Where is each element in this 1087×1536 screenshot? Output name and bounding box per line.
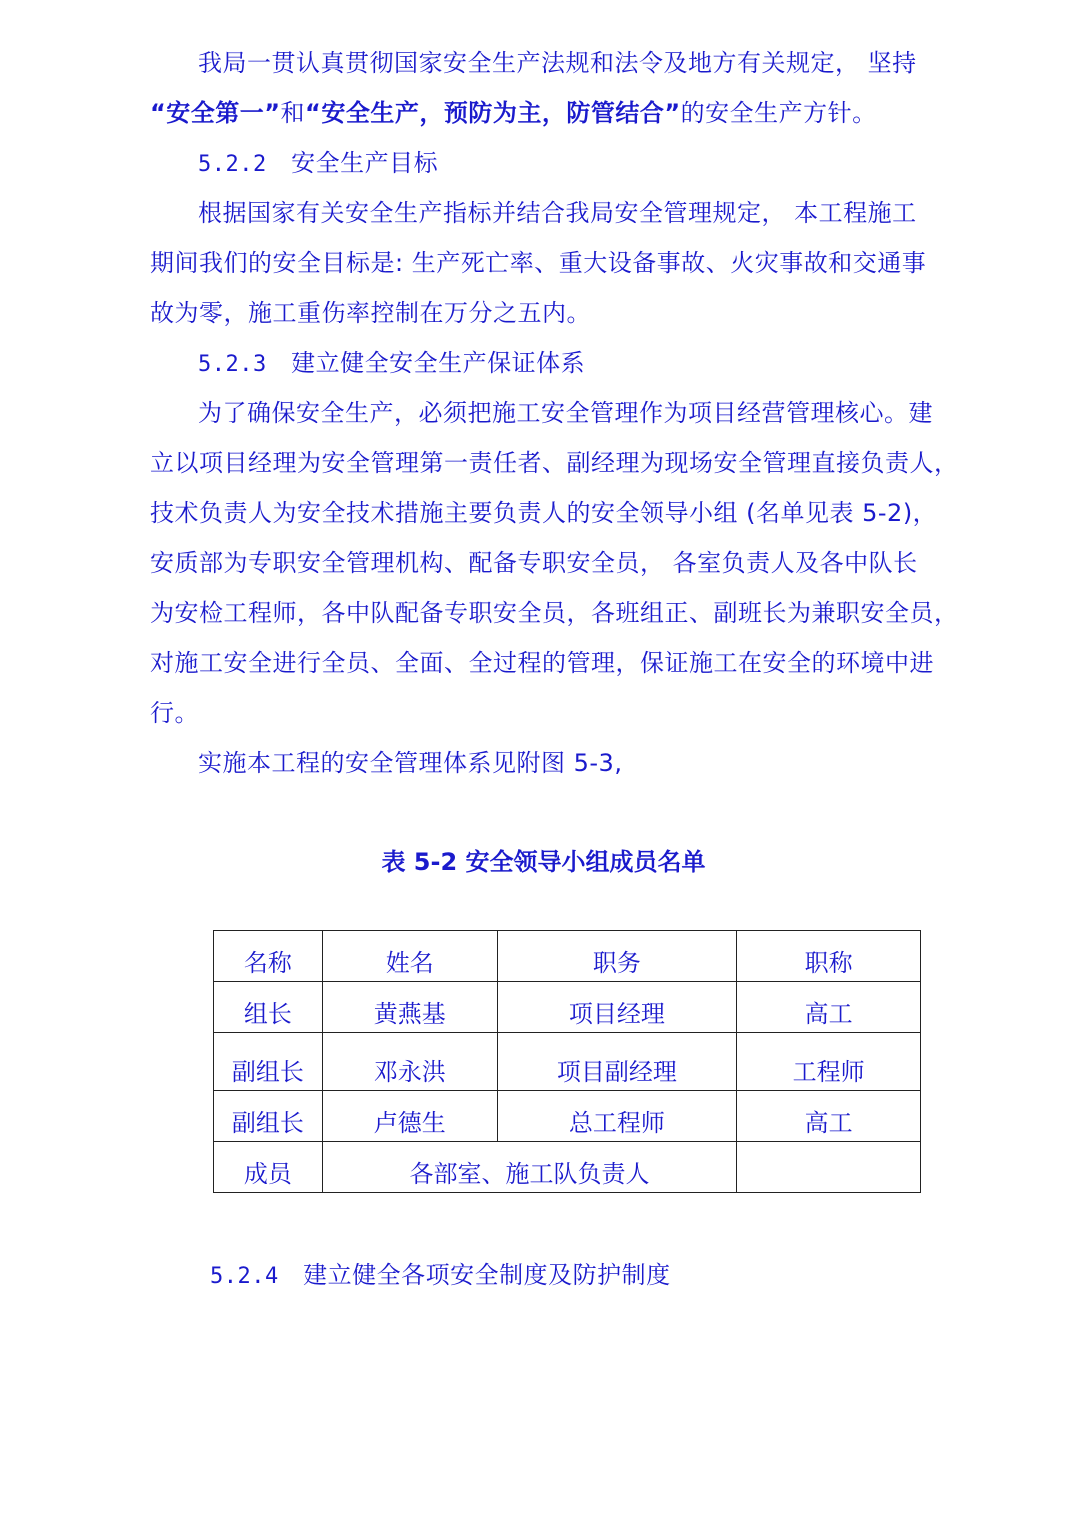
paragraph-goal-line-2: 期间我们的安全目标是: 生产死亡率、重大设备事故、火灾事故和交通事 [150,249,927,277]
table-row [214,1142,921,1193]
table-row [214,1033,921,1091]
paragraph-goal-line-3: 故为零，施工重伤率控制在万分之五内。 [150,299,591,327]
header-cell-title: 职称 [737,931,921,982]
table-row [214,982,921,1033]
table-cell: 黄燕基 [322,982,497,1033]
table-cell: 高工 [737,982,921,1033]
table-cell: 邓永洪 [322,1033,497,1091]
heading-number: 5.2.3 [198,352,267,377]
table-cell-merged: 各部室、施工队负责人 [322,1142,736,1193]
conjunction-text: 和 [280,99,306,127]
paragraph-system-line-5: 为安检工程师，各中队配备专职安全员，各班组正、副班长为兼职安全员， [150,599,959,627]
paragraph-system-line-4: 安质部为专职安全管理机构、配备专职安全员， 各室负责人及各中队长 [150,549,918,577]
heading-text: 建立健全各项安全制度及防护制度 [303,1261,671,1289]
safety-team-table [213,930,921,1193]
table-cell: 卢德生 [322,1091,497,1142]
paragraph-system-line-1: 为了确保安全生产，必须把施工安全管理作为项目经营管理核心。建 [198,399,933,427]
policy-ending-text: 的安全生产方针。 [680,99,877,127]
table-header-row [214,931,921,982]
header-cell-position: 职务 [497,931,737,982]
slogan-safety-first: “安全第一” [150,99,281,127]
slogan-prevention: “安全生产，预防为主，防管结合” [305,99,681,127]
table-row [214,1091,921,1142]
table-cell: 组长 [214,982,323,1033]
heading-text: 建立健全安全生产保证体系 [291,349,586,377]
table-cell: 项目经理 [497,982,737,1033]
table-cell: 项目副经理 [497,1033,737,1091]
heading-5-2-4 [210,1260,671,1292]
table-cell: 工程师 [737,1033,921,1091]
paragraph-policy-line-1: 我局一贯认真贯彻国家安全生产法规和法令及地方有关规定， 坚持 [198,49,917,77]
paragraph-goal-line-1: 根据国家有关安全生产指标并结合我局安全管理规定， 本工程施工 [198,199,917,227]
heading-number: 5.2.4 [210,1264,279,1289]
heading-text: 安全生产目标 [291,149,439,177]
table-cell: 副组长 [214,1091,323,1142]
table-caption: 表 5-2 安全领导小组成员名单 [381,848,706,876]
heading-5-2-3 [198,348,585,380]
table-cell: 高工 [737,1091,921,1142]
heading-5-2-2 [198,148,438,180]
paragraph-policy-line-2 [150,98,877,128]
paragraph-system-line-2: 立以项目经理为安全管理第一责任者、副经理为现场安全管理直接负责人， [150,449,959,477]
heading-number: 5.2.2 [198,152,267,177]
table-cell: 副组长 [214,1033,323,1091]
paragraph-appendix-reference: 实施本工程的安全管理体系见附图 5-3, [198,749,623,777]
paragraph-system-line-3: 技术负责人为安全技术措施主要负责人的安全领导小组 (名单见表 5-2)， [150,499,938,527]
header-cell-name: 姓名 [322,931,497,982]
table-cell: 总工程师 [497,1091,737,1142]
paragraph-system-line-6: 对施工安全进行全员、全面、全过程的管理，保证施工在安全的环境中进 [150,649,934,677]
table-cell: 成员 [214,1142,323,1193]
header-cell-role: 名称 [214,931,323,982]
paragraph-system-line-7: 行。 [150,699,199,727]
table-cell [737,1142,921,1193]
